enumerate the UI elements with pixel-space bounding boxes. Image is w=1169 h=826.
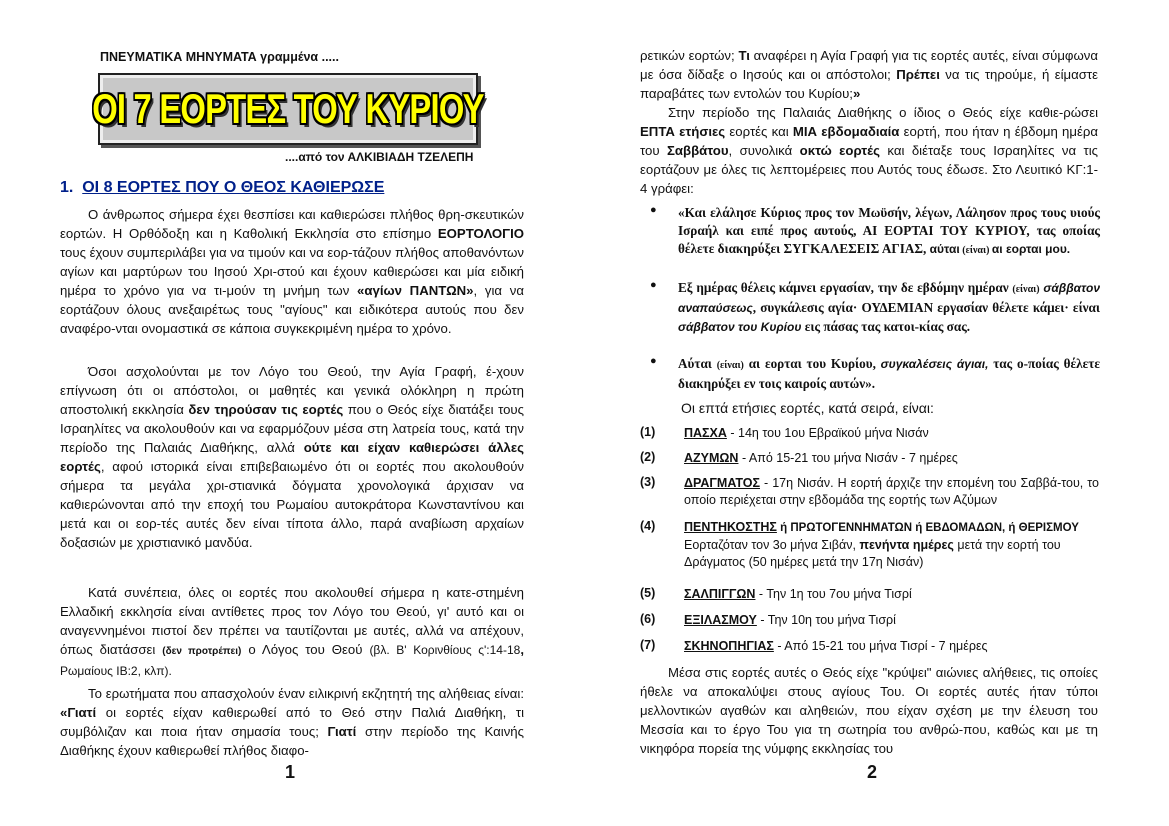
document-title: ΟΙ 7 ΕΟΡΤΕΣ ΤΟΥ ΚΥΡΙΟΥ xyxy=(92,85,484,132)
feast-item-azymon xyxy=(684,450,1099,467)
b2-savvaton-anapafseos: σάββατον αναπαύσεως xyxy=(678,281,1101,315)
feast-desc: - Την 1η του 7ου μήνα Τισρί xyxy=(755,587,912,601)
feasts-intro: Οι επτά ετήσιες εορτές, κατά σειρά, είναι: xyxy=(681,400,934,416)
b1-autai: αύται xyxy=(929,242,960,256)
feast-desc: Εορταζόταν τον 3ο μήνα Σιβάν, xyxy=(684,538,860,552)
p3-reference-2: Ρωμαίους ΙΒ:2, κλπ). xyxy=(60,664,172,678)
heading-number: 1. xyxy=(60,179,74,196)
feast-item-exilasmou xyxy=(684,612,1099,629)
title-box xyxy=(92,73,484,145)
b3-einai: (είναι) xyxy=(716,360,744,371)
feast-item-salpiggon xyxy=(684,586,1099,603)
p1-bold-eortologio: ΕΟΡΤΟΛΟΓΙΟ xyxy=(437,226,524,241)
feast-name: ΠΕΝΤΗΚΟΣΤΗΣ xyxy=(684,520,777,534)
q1-bold-prepei: Πρέπει xyxy=(896,67,940,82)
feast-number: (6) xyxy=(640,612,656,626)
feast-desc: - Από 15-21 του μήνα Νισάν - 7 ημέρες xyxy=(738,451,958,465)
p1-text-c: τους έχουν συμπεριλάβει για να τιμούν και να εορ-τάζουν πλήθος αποθανόντων αγίων και μαρτύρων του Ιησού Χρι-στού και έχουν καθιερώσει και μία ειδική ημέρα το χρόνο για να τι-μούν τη μνήμη των xyxy=(60,245,524,298)
feast-desc: - 14η του 1ου Εβραϊκού μήνα Νισάν xyxy=(726,426,929,440)
q2-bold-okto: οκτώ εορτές xyxy=(799,143,880,158)
p3-text-c: ο Λόγος του Θεού xyxy=(241,642,370,657)
p4-text-c: οι εορτές είχαν καθιερωθεί από το Θεό στην Παλιά Διαθήκη, τι συμβόλιζαν και ποια ήταν σημασία τους; xyxy=(60,705,524,739)
bullet-icon: ● xyxy=(650,355,657,367)
header-top-line: ΠΝΕΥΜΑΤΙΚΑ ΜΗΝΥΜΑΤΑ γραμμένα ..... xyxy=(100,50,339,64)
p4-bold-giati: «Γιατί xyxy=(60,705,97,720)
feast-name: ΑΖΥΜΩΝ xyxy=(684,451,739,465)
p2-bold-oute-kai: ούτε και είχαν καθιερώσει άλλες εορτές xyxy=(60,440,525,474)
feast-desc-after: μετά την εορτή του Δράγματος (50 ημέρες μετά την 17η Νισάν) xyxy=(684,538,1061,569)
feast-number: (5) xyxy=(640,586,656,600)
feast-item-pentikostis xyxy=(684,519,1099,571)
bullet-item-2 xyxy=(650,279,1100,337)
b1-text-a: «Και ελάλησε Κύριος προς τον Μωϋσήν, λέγων, Λάλησον προς τους υιούς Ισραήλ και ειπέ προς αυτούς, ΑΙ ΕΟΡΤΑΙ ΤΟΥ ΚΥΡΙΟΥ, τας οποίας θέλετε διακηρύξει ΣΥΓΚΑΛΕΣΕΙΣ ΑΓΙΑΣ, xyxy=(678,205,1100,256)
feast-number: (2) xyxy=(640,450,656,464)
feast-desc: - Από 15-21 του μήνα Τισρί - 7 ημέρες xyxy=(773,639,988,653)
q2-bold-mia: ΜΙΑ εβδομαδιαία xyxy=(792,124,900,139)
p2-text-c: που ο Θεός είχε διατάξει τους Ισραηλίτες να ακολουθούν και να εφαρμόζουν μέσα στη λατρεία τους, κατά την περίοδο της Παλαιάς Διαθήκης, αλλά xyxy=(60,402,524,455)
p2-bold-den-tirousan: δεν τηρούσαν τις εορτές xyxy=(188,402,344,417)
b2-text-e: , συγκάλεσις αγία· ΟΥΔΕΜΙΑΝ εργασίαν θέλετε κάμει· είναι xyxy=(752,300,1100,315)
feasts-list xyxy=(584,425,1169,665)
p3-reference: (βλ. Β' Κορινθίους ς':14-18 xyxy=(369,643,521,657)
page-number-1: 1 xyxy=(285,762,296,782)
b3-text-e: τας ο-ποίας θέλετε διακηρύξει εν τοις καιροίς αυτών». xyxy=(678,356,1100,391)
b2-savvaton-kyriou: σάββατον του Κυρίου xyxy=(678,320,802,334)
p3-comma: , xyxy=(520,642,524,657)
q1-quote-close: » xyxy=(852,86,861,101)
author-line: ....από τον ΑΛΚΙΒΙΑΔΗ ΤΖΕΛΕΠΗ xyxy=(285,150,474,164)
q2-text-c: εορτές και xyxy=(725,124,793,139)
p3-text-a: Κατά συνέπεια, όλες οι εορτές που ακολουθεί σήμερα η κατε-στημένη Ελλαδική εκκλησία είναι αντίθετες προς τον Λόγο του Θεού, γι' αυτό και οι αναγεννημένοι πιστοί δεν πρέπει να ταυτίζονται με αυτές, αλλά να απέχουν, όπως διατάσσει xyxy=(60,585,524,657)
p1-text-a: Ο άνθρωπος σήμερα έχει θεσπίσει και καθιερώσει πλήθος θρη-σκευτικών εορτών. Η Ορθόδοξη και η Καθολική Εκκλησία στο επίσημο xyxy=(60,207,524,241)
q1-bold-ti: Τι xyxy=(738,48,750,63)
feast-item-dragmatos xyxy=(684,475,1099,509)
feast-name: ΣΑΛΠΙΓΓΩΝ xyxy=(684,587,756,601)
bullet-icon: ● xyxy=(650,279,657,291)
feast-desc: - 17η Νισάν. Η εορτή άρχιζε την επομένη του Σαββά-του, το οποίο περιέχεται στην εβδομάδα της εορτής των Αζύμων xyxy=(684,476,1099,507)
p4-text-a: Το ερωτήματα που απασχολούν έναν ειλικρινή εκζητητή της αλήθειας είναι: xyxy=(88,686,524,701)
p2-paragraph-last: Μέσα στις εορτές αυτές ο Θεός είχε "κρύψει" αιώνιες αλήθειες, τις οποίες ήθελε να αποκαλύψει στους αγίους Του. Οι εορτές αυτές ήταν τύποι μελλοντικών αγαθών και αληθειών, που είχαν σχέση με την έλευση του Μεσσία και το έργο Του για τη σωτηρία του ανθρώ-που, καθώς και με τη νικηφόρα πορεία της νύμφης εκκλησίας του xyxy=(640,665,1098,756)
feast-number: (7) xyxy=(640,638,656,652)
p2-paragraph-2 xyxy=(640,103,1098,198)
p1-bold-agion-panton: «αγίων ΠΑΝΤΩΝ» xyxy=(357,283,474,298)
b3-sygkaleseis: συγκαλέσεις άγιαι, xyxy=(880,357,989,371)
paragraph-1 xyxy=(60,205,524,338)
feast-name: ΔΡΑΓΜΑΤΟΣ xyxy=(684,476,760,490)
b3-text-c: αι εορται του Κυρίου, xyxy=(743,356,881,371)
page-1 xyxy=(0,0,584,826)
feast-name: ΠΑΣΧΑ xyxy=(684,426,727,440)
feast-desc-bold: πενήντα ημέρες xyxy=(859,538,954,552)
b3-text-a: Αύται xyxy=(678,356,717,371)
b1-einai: (είναι) xyxy=(959,245,992,256)
feast-desc: - Την 10η του μήνα Τισρί xyxy=(756,613,896,627)
b2-text-g: εις πάσας τας κατοι-κίας σας. xyxy=(801,319,971,334)
q2-bold-epta: ΕΠΤΑ ετήσιες xyxy=(640,124,726,139)
page-number-2: 2 xyxy=(867,762,878,782)
paragraph-3 xyxy=(60,583,524,681)
paragraph-4 xyxy=(60,684,524,760)
bullet-item-3 xyxy=(650,355,1100,393)
q2-bold-savvatou: Σαββάτου xyxy=(667,143,729,158)
bullet-item-1 xyxy=(650,204,1100,260)
p1-text-e: , για να εορτάζουν όλους ανεξαιρέτως τους "αγίους" και ειδικότερα αυτούς που δεν αναφέρο-νται ονομαστικά σε κάποια συγκεκριμένη ημέρα το χρόνο. xyxy=(60,283,524,336)
b2-einai: (είναι) xyxy=(1012,284,1040,295)
feast-item-pascha xyxy=(684,425,1099,442)
p2-text-e: , αφού ιστορικά είναι επιβεβαιωμένο ότι οι εορτές που ακολουθούν σήμερα τα μεγάλα χρι-στιανικά δόγματα χρονολογικά άρχισαν να καθιερώνονται από την εποχή του Ρωμαίου αυτοκράτορα Κωνσταντίνου και μετά και οι εορ-τές αυτές δεν είναι τίποτα άλλο, παρά αναβίωση αρχαίων δοξασιών με χριστιανικό μανδύα. xyxy=(60,459,524,550)
q2-text-e: εορτή, που ήταν η έβδομη ημέρα του xyxy=(640,124,1098,158)
q1-text-e: να τις τηρούμε, ή είμαστε παραβάτες των εντολών του Κυρίου; xyxy=(640,67,1098,101)
p2-paragraph-1 xyxy=(640,46,1098,103)
b1-eortai-mou: αι εορται μου. xyxy=(991,242,1071,256)
feast-number: (1) xyxy=(640,425,656,439)
feast-number: (4) xyxy=(640,519,656,533)
bullet-icon: ● xyxy=(650,204,657,216)
p2-text-a: Όσοι ασχολούνται με τον Λόγο του Θεού, την Αγία Γραφή, έ-χουν επίγνωση ότι οι απόστολοι, οι μαθητές και γενικά ολόκληρη η πρώτη αποστολική εκκλησία xyxy=(60,364,524,417)
paragraph-2 xyxy=(60,362,524,552)
q2-text-a: Στην περίοδο της Παλαιάς Διαθήκης ο ίδιος ο Θεός είχε καθιε-ρώσει xyxy=(668,105,1098,120)
q1-text-a: ρετικών εορτών; xyxy=(640,48,739,63)
p3-small-bold: (δεν προτρέπει) xyxy=(162,646,242,657)
feast-name-rest: ή ΠΡΩΤΟΓΕΝΝΗΜΑΤΩΝ ή ΕΒΔΟΜΑΔΩΝ, ή ΘΕΡΙΣΜΟΥ xyxy=(776,522,1079,534)
p4-bold-giati-2: Γιατί xyxy=(327,724,357,739)
q1-text-c: αναφέρει η Αγία Γραφή για τις εορτές αυτές, είναι σύμφωνα με όσα δίδαξε ο Ιησούς και οι απόστολοι; xyxy=(640,48,1099,82)
q2-text-g: , συνολικά xyxy=(728,143,800,158)
feast-item-skinopigias xyxy=(684,638,1099,655)
q2-text-i: και διέταξε τους Ισραηλίτες να τις εορτάζουν με όλες τις λεπτομέρειες που Αυτός τους έδωσε. Στο Λευιτικό ΚΓ:1-4 γράφει: xyxy=(640,143,1099,196)
feast-name: ΕΞΙΛΑΣΜΟΥ xyxy=(684,613,757,627)
feast-number: (3) xyxy=(640,475,656,489)
b2-text-a: Εξ ημέρας θέλεις κάμνει εργασίαν, την δε εβδόμην ημέραν xyxy=(678,280,1013,295)
feast-name: ΣΚΗΝΟΠΗΓΙΑΣ xyxy=(684,639,774,653)
p4-text-e: στην περίοδο της Καινής Διαθήκης έχουν καθιερωθεί πλήθος διαφο- xyxy=(60,724,524,758)
heading-text: ΟΙ 8 ΕΟΡΤΕΣ ΠΟΥ Ο ΘΕΟΣ ΚΑΘΙΕΡΩΣΕ xyxy=(82,179,385,196)
page-2 xyxy=(584,0,1169,826)
section-heading xyxy=(60,179,384,197)
